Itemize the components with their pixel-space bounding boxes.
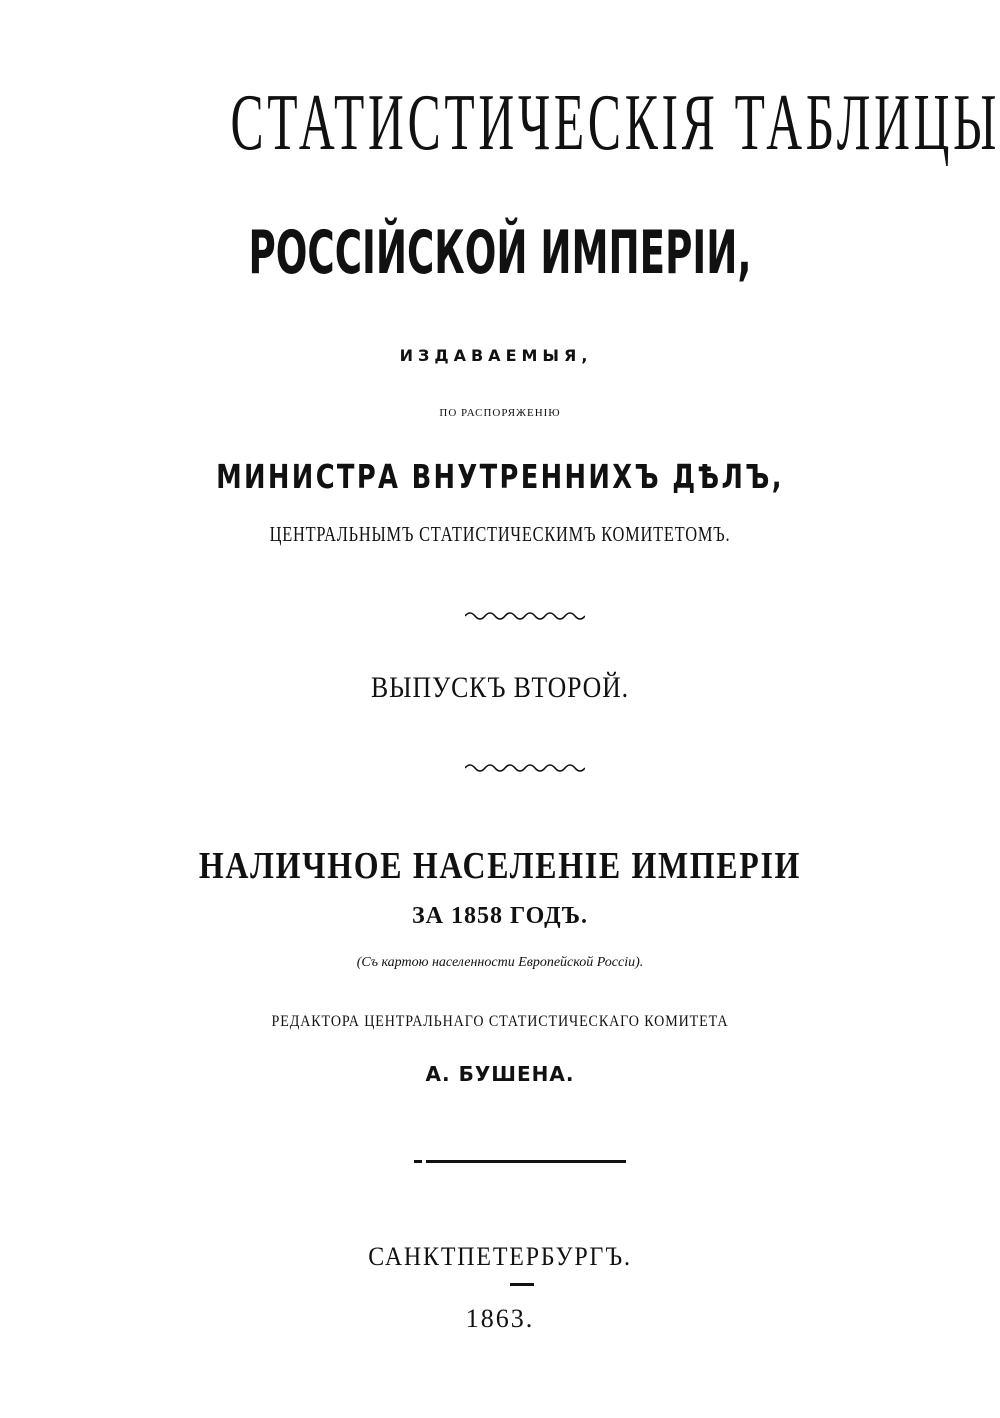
rule-divider-dash <box>414 1160 422 1163</box>
subtitle-empire: РОССІЙСКОЙ ИМПЕРІИ, <box>248 218 752 288</box>
editor-line: РЕДАКТОРА ЦЕНТРАЛЬНАГО СТАТИСТИЧЕСКАГО КОМИТЕТА <box>271 1013 729 1030</box>
by-order-line: ПО РАСПОРЯЖЕНІЮ <box>439 407 561 419</box>
committee-line: ЦЕНТРАЛЬНЫМЪ СТАТИСТИЧЕСКИМЪ КОМИТЕТОМЪ. <box>269 522 731 546</box>
minister-line: МИНИСТРА ВНУТРЕННИХЪ ДѢЛЪ, <box>216 457 784 496</box>
imprint-year: 1863. <box>465 1304 535 1333</box>
population-heading: НАЛИЧНОЕ НАСЕЛЕНІЕ ИМПЕРІИ <box>198 845 802 887</box>
issue-line: ВЫПУСКЪ ВТОРОЙ. <box>371 671 629 704</box>
year-subheading: ЗА 1858 ГОДЪ. <box>411 903 589 929</box>
main-title: СТАТИСТИЧЕСКІЯ ТАБЛИЦЫ <box>230 79 1000 167</box>
wavy-divider-ornament <box>465 762 585 774</box>
rule-divider <box>426 1160 626 1163</box>
map-note: (Съ картою населенности Европейской Россіи). <box>356 955 644 970</box>
imprint-city: САНКТПЕТЕРБУРГЪ. <box>368 1242 632 1271</box>
published-line: ИЗДАВАЕМЫЯ, <box>399 346 593 365</box>
wavy-divider-ornament <box>465 610 585 622</box>
author-name: А. БУШЕНА. <box>425 1062 575 1086</box>
short-rule-divider <box>510 1283 534 1286</box>
